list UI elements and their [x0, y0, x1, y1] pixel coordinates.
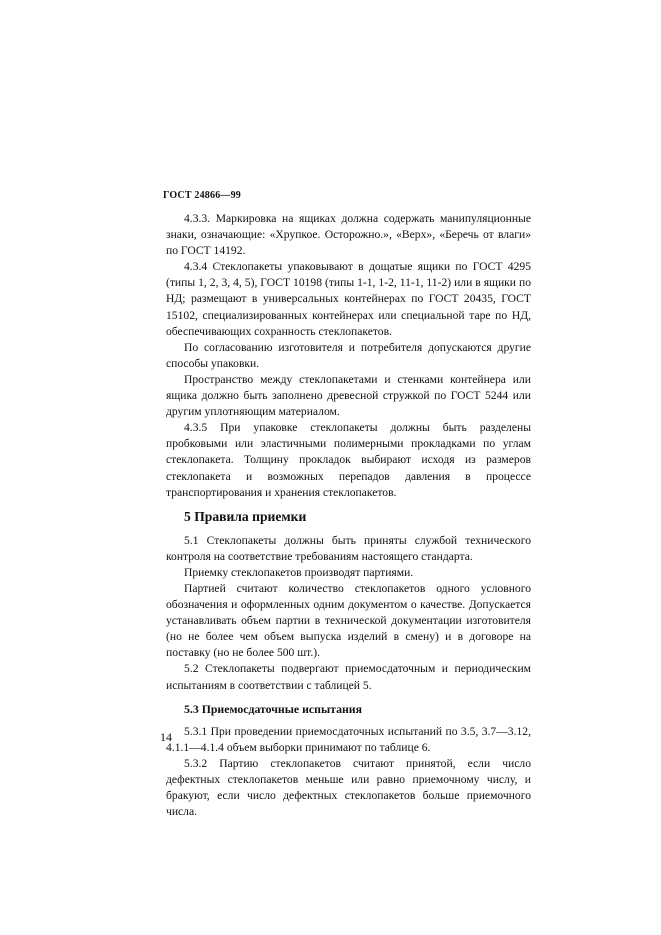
- paragraph-batches: Приемку стеклопакетов производят партиями.: [184, 565, 414, 579]
- paragraph-5-3-2: 5.3.2 Партию стеклопакетов считают принятой, если число дефектных стеклопакетов меньше или равно приемочному числу, и бракуют, если число дефектных стеклопакетов больше приемочного числа.: [166, 756, 531, 819]
- paragraph-5-2: 5.2 Стеклопакеты подвергают приемосдаточным и периодическим испытаниям в соответствии с таблицей 5.: [166, 662, 531, 692]
- paragraph-5-3-1: 5.3.1 При проведении приемосдаточных испытаний по 3.5, 3.7—3.12, 4.1.1—4.1.4 объем выборки принимают по таблице 6.: [166, 724, 531, 754]
- section-5-heading: 5 Правила приемки: [184, 508, 307, 524]
- paragraph-4-3-3: 4.3.3. Маркировка на ящиках должна содержать манипуляционные знаки, означающие: «Хрупкое. Осторожно.», «Верх», «Беречь от влаги» по ГОСТ 14192.: [166, 212, 531, 258]
- page-body: [166, 211, 531, 820]
- paragraph-4-3-5: 4.3.5 При упаковке стеклопакеты должны быть разделены пробковыми или эластичными полимерными прокладками по углам стеклопакета. Толщину прокладок выбирают исходя из размеров стеклопакета и возможных перепадов давления в процессе транспортирования и хранения стеклопакетов.: [166, 421, 531, 499]
- page-number: 14: [160, 730, 172, 744]
- paragraph-filling-space: Пространство между стеклопакетами и стенками контейнера или ящика должно быть заполнено древесной стружкой по ГОСТ 5244 или другим уплотняющим материалом.: [166, 372, 531, 419]
- paragraph-batch-definition: Партией считают количество стеклопакетов одного условного обозначения и оформленных одним документом о качестве. Допускается устанавливать объем партии в технической документации изготовителя (но не более чем объем выпуска изделий в смену) и в договоре на поставку (но не более 500 шт.).: [166, 581, 531, 660]
- paragraph-4-3-4: 4.3.4 Стеклопакеты упаковывают в дощатые ящики по ГОСТ 4295 (типы 1, 2, 3, 4, 5), ГОСТ 10198 (типы 1-1, 1-2, 11-1, 11-2) или в ящики по НД; размещают в универсальных контейнерах по ГОСТ 20435, ГОСТ 15102, специализированных контейнерах или специальной таре по НД, обеспечивающих сохранность стеклопакетов.: [166, 260, 531, 338]
- paragraph-packaging-agreement: По согласованию изготовителя и потребителя допускаются другие способы упаковки.: [166, 340, 531, 370]
- document-code-header: ГОСТ 24866—99: [163, 190, 242, 201]
- paragraph-5-1: 5.1 Стеклопакеты должны быть приняты службой технического контроля на соответствие требованиям настоящего стандарта.: [166, 533, 531, 563]
- section-5-3-heading: 5.3 Приемосдаточные испытания: [184, 701, 362, 716]
